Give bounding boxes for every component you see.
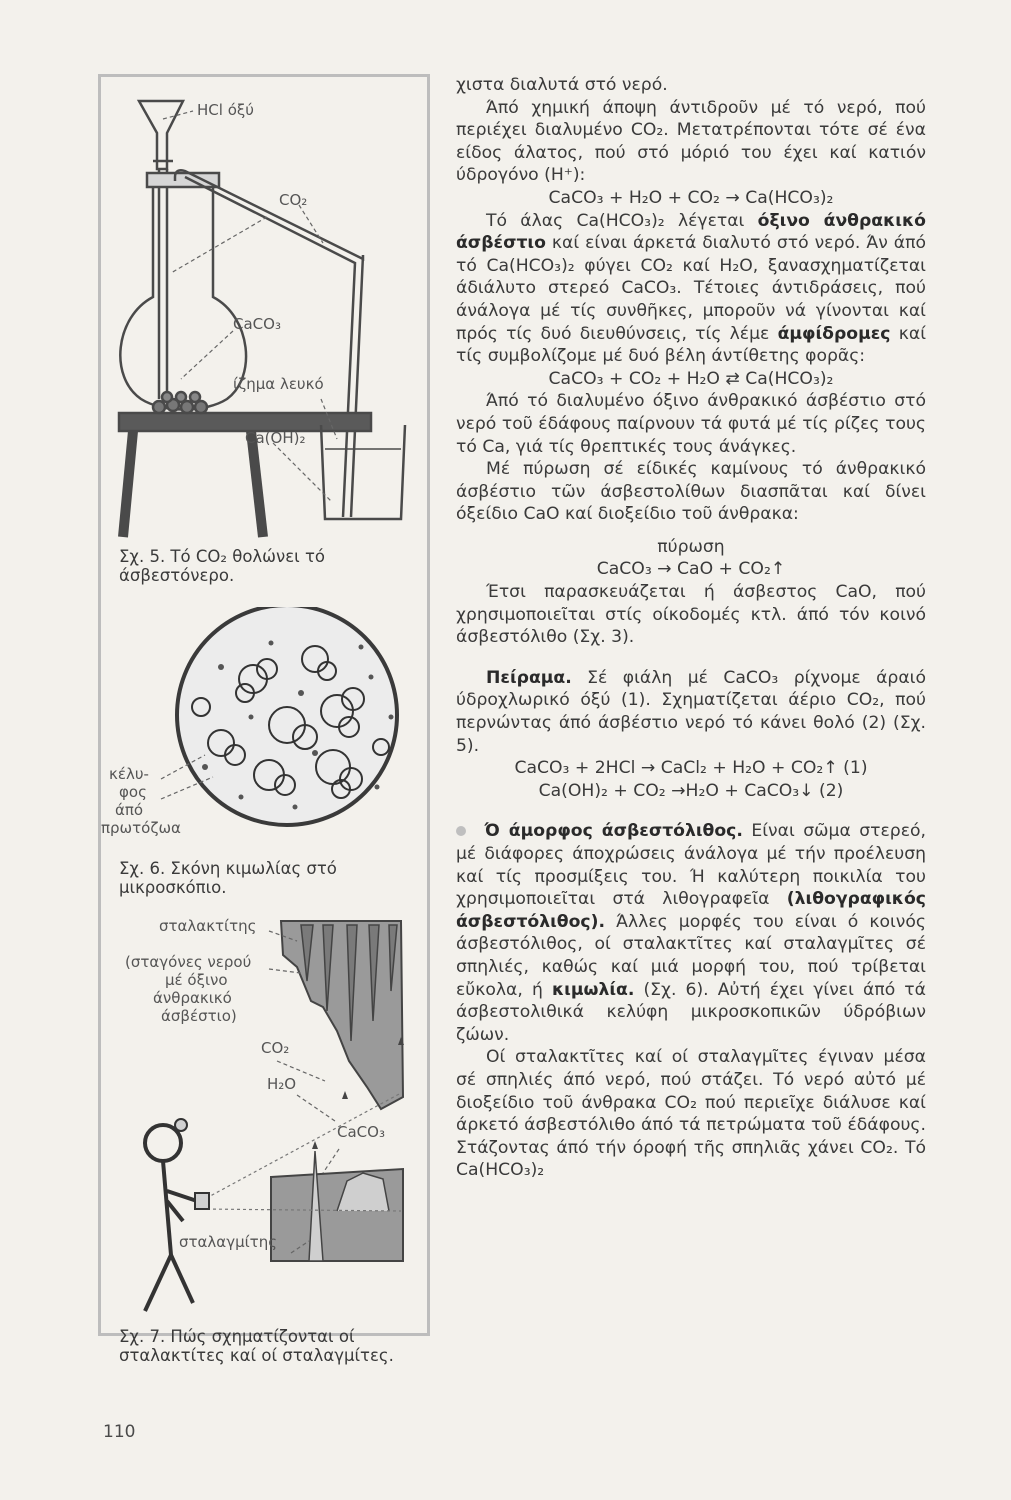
- paragraph: [456, 667, 926, 757]
- paragraph: Μέ πύρωση σέ είδικές καμίνους τό άνθρακικό άσβέστιο τῶν άσβεστολίθων διασπᾶται καί δίνει όξείδιο CaO καί διοξείδιο τοῦ άνθρακα:: [456, 459, 926, 525]
- figure-6: [101, 607, 427, 843]
- bold-term: Πείραμα.: [486, 667, 572, 688]
- paragraph: Έτσι παρασκευάζεται ή άσβεστος CaO, πού χρησιμοποιεῖται στίς οίκοδομές κτλ. άπό τόν κοινό άσβεστόλιθο (Σχ. 3).: [456, 582, 926, 648]
- figure-5-caption: Σχ. 5. Τό CO₂ θολώνει τό άσβεστόνερο.: [119, 547, 325, 585]
- paragraph: [456, 820, 926, 1046]
- text-run: Τό άλας Ca(HCO₃)₂ λέγεται: [486, 210, 745, 231]
- label-stalagmite: σταλαγμίτης: [179, 1233, 278, 1251]
- figures-sidebar: HCl όξύ CO₂ CaCO₃ ίζημα λευκό Ca(OH)₂ Σχ. 5. Τό CO₂ θολώνει τό άσβεστόνερο. κέλυ- φος άπό πρωτόζωα Σχ. 6. Σκόνη κιμωλίας στό μικροσκόπιο. σταλακτίτης (σταγόνες νερού μέ όξινο άνθρακικό άσβέστιο) CO₂ H₂O CaCO₃ σταλαγμίτης Σχ. 7. Πώς σχηματίζονται οί σταλακτίτες καί οί σταλαγμίτες.: [98, 74, 430, 1336]
- label-shell-1: κέλυ-: [109, 765, 149, 783]
- text-run: καί τίς συμβολίζομε μέ δυό βέλη άντίθετης φορᾶς:: [456, 323, 927, 367]
- figure-7: [101, 911, 427, 1319]
- equation-label: πύρωση: [657, 536, 725, 557]
- paragraph: Οί σταλακτῖτες καί οί σταλαγμῖτες έγιναν μέσα σέ σπηλιές άπό νερό, πού στάζει. Τό νερό αὐτό μέ διοξείδιο τοῦ άνθρακα CO₂ πού περιεῖχε διάλυσε καί άρκετό άσβεστόλιθο άπό τά πετρώματα τοῦ έδάφους. Στάζοντας άπό τήν όροφή τῆς σπηλιᾶς χάνει CO₂. Τό Ca(HCO₃)₂: [456, 1047, 926, 1181]
- figure-5: [101, 77, 427, 547]
- label-drops-3: άνθρακικό: [153, 989, 232, 1007]
- chalk-microscope-illustration: [101, 607, 427, 843]
- label-shell-4: πρωτόζωα: [101, 819, 181, 837]
- label-precipitate: ίζημα λευκό: [233, 375, 324, 393]
- equation: CaCO₃ + 2HCl → CaCl₂ + H₂O + CO₂↑ (1): [514, 758, 868, 779]
- equation: CaCO₃ + H₂O + CO₂ → Ca(HCO₃)₂: [548, 187, 834, 208]
- text-run: Άλλες μορφές του είναι ό κοινός άσβεστόλιθος, οί σταλακτῖτες καί σταλαγμῖτες σέ σπηλιές, καθώς καί μιά μορφή του, πού τρίβεται εὔκολα, ή: [456, 911, 926, 1000]
- label-caco3: CaCO₃: [233, 315, 281, 333]
- label-caoh2: Ca(OH)₂: [245, 429, 306, 447]
- equation: Ca(OH)₂ + CO₂ →H₂O + CaCO₃↓ (2): [538, 780, 844, 801]
- figure-6-caption: Σχ. 6. Σκόνη κιμωλίας στό μικροσκόπιο.: [119, 859, 337, 897]
- label-caco3: CaCO₃: [337, 1123, 385, 1141]
- label-drops-2: μέ όξινο: [165, 971, 228, 989]
- text-run: (Σχ. 6). Αὐτή έχει γίνει άπό τά άσβεστολιθικά κελύφη μικροσκοπικῶν ύδρόβιων ζώων.: [456, 979, 926, 1045]
- paragraph: χιστα διαλυτά στό νερό.: [456, 75, 668, 95]
- bold-term: όξινο άνθρακικό άσβέστιο: [456, 210, 926, 254]
- text-run: Είναι σῶμα στερεό, μέ διάφορες άποχρώσεις άνάλογα μέ τήν προέλευση καί τίς προσμίξεις του. Ή καλύτερη ποικιλία του χρησιμοποιεῖται στά λιθογραφεῖα: [456, 821, 926, 910]
- label-shell-3: άπό: [115, 801, 144, 819]
- paragraph: [456, 210, 926, 368]
- label-h2o: H₂O: [267, 1075, 297, 1093]
- bold-term: Ό άμορφος άσβεστόλιθος.: [484, 821, 743, 842]
- label-drops-1: (σταγόνες νερού: [125, 953, 252, 971]
- equation: CaCO₃ + CO₂ + H₂O ⇄ Ca(HCO₃)₂: [548, 368, 834, 389]
- main-text-column: [456, 74, 926, 1182]
- bold-term: (λιθογραφικός άσβεστόλιθος).: [456, 889, 926, 932]
- bullet-dot-icon: [456, 826, 466, 836]
- bold-term: κιμωλία.: [551, 979, 635, 1000]
- stalactite-formation-illustration: [101, 911, 427, 1319]
- co2-limewater-apparatus-illustration: [101, 77, 427, 547]
- text-run: Σέ φιάλη μέ CaCO₃ ρίχνομε άραιό ύδροχλωρικό όξύ (1). Σχηματίζεται άέριο CO₂, πού περνώντας άπό άσβέστιο νερό τό κάνει θολό (2) (Σχ. 5).: [456, 667, 927, 756]
- label-drops-4: άσβέστιο): [161, 1007, 237, 1025]
- paragraph: Άπό τό διαλυμένο όξινο άνθρακικό άσβέστιο στό νερό τοῦ έδάφους παίρνουν τά φυτά μέ τίς ρίζες τους τό Ca, γιά τίς θρεπτικές τους άνάγκες.: [456, 391, 926, 457]
- equation: CaCO₃ → CaO + CO₂↑: [596, 559, 786, 580]
- label-co2: CO₂: [261, 1039, 290, 1057]
- page-number: 110: [103, 1422, 136, 1442]
- label-shell-2: φος: [119, 783, 147, 801]
- bold-term: άμφίδρομες: [777, 323, 891, 344]
- label-hcl: HCl όξύ: [197, 101, 254, 119]
- paragraph: Άπό χημική άποψη άντιδροῦν μέ τό νερό, πού περιέχει διαλυμένο CO₂. Μετατρέπονται τότε σέ ένα είδος άλατος, πού στό μόριό του έχει καί κατιόν ύδρογόνο (H⁺):: [456, 97, 926, 186]
- label-stalactite: σταλακτίτης: [159, 917, 257, 935]
- text-run: καί είναι άρκετά διαλυτό στό νερό. Άν άπό τό Ca(HCO₃)₂ φύγει CO₂ καί H₂O, ξανασχηματίζεται άδιάλυτο στερεό CaCO₃. Τέτοιες άντιδράσεις, πού άνάλογα μέ τίς συνθῆκες, μποροῦν νά γίνονται καί πρός τίς δυό διευθύνσεις, τίς λέμε: [456, 233, 926, 344]
- label-co2: CO₂: [279, 191, 308, 209]
